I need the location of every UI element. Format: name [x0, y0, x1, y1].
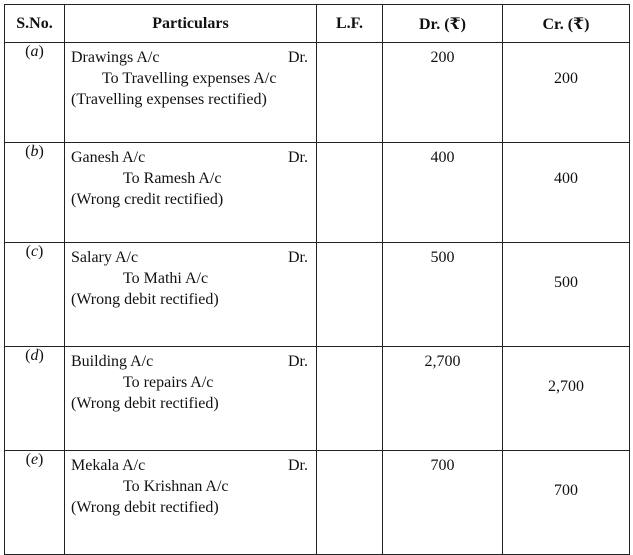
row-cr-amount: 700 — [503, 451, 630, 555]
row-particulars — [65, 143, 317, 243]
credit-account: To Krishnan A/c — [123, 478, 229, 495]
row-sno: (c) — [5, 243, 65, 347]
table-row — [5, 43, 630, 143]
row-cr-amount: 200 — [503, 43, 630, 143]
row-dr-amount: 200 — [383, 43, 503, 143]
table-row — [5, 143, 630, 243]
credit-account: To Travelling expenses A/c — [102, 70, 277, 87]
debit-account: Drawings A/c — [71, 49, 160, 66]
row-particulars — [65, 451, 317, 555]
row-dr-amount: 2,700 — [383, 347, 503, 451]
credit-account: To Ramesh A/c — [123, 170, 222, 187]
row-dr-amount: 700 — [383, 451, 503, 555]
table-row — [5, 243, 630, 347]
credit-account: To repairs A/c — [123, 374, 214, 391]
row-lf — [317, 347, 383, 451]
header-row — [5, 5, 630, 43]
dr-marker: Dr. — [288, 353, 308, 370]
row-sno: (e) — [5, 451, 65, 555]
row-cr-amount: 2,700 — [503, 347, 630, 451]
journal-entries-table — [4, 4, 630, 555]
header-lf: L.F. — [317, 5, 383, 43]
row-particulars — [65, 347, 317, 451]
dr-marker: Dr. — [288, 249, 308, 266]
row-cr-amount: 500 — [503, 243, 630, 347]
row-lf — [317, 143, 383, 243]
narration: (Travelling expenses rectified) — [71, 91, 267, 108]
debit-account: Mekala A/c — [71, 457, 146, 474]
table-row — [5, 451, 630, 555]
header-sno: S.No. — [5, 5, 65, 43]
narration: (Wrong debit rectified) — [71, 291, 219, 308]
credit-account: To Mathi A/c — [123, 270, 209, 287]
debit-account: Ganesh A/c — [71, 149, 146, 166]
narration: (Wrong debit rectified) — [71, 499, 219, 516]
header-cr: Cr. (₹) — [503, 5, 630, 43]
row-dr-amount: 500 — [383, 243, 503, 347]
dr-marker: Dr. — [288, 457, 308, 474]
dr-marker: Dr. — [288, 49, 308, 66]
debit-account: Building A/c — [71, 353, 154, 370]
debit-account: Salary A/c — [71, 249, 139, 266]
row-sno: (a) — [5, 43, 65, 143]
row-lf — [317, 43, 383, 143]
row-sno: (b) — [5, 143, 65, 243]
row-lf — [317, 243, 383, 347]
header-dr: Dr. (₹) — [383, 5, 503, 43]
dr-marker: Dr. — [288, 149, 308, 166]
row-cr-amount: 400 — [503, 143, 630, 243]
narration: (Wrong credit rectified) — [71, 191, 224, 208]
row-dr-amount: 400 — [383, 143, 503, 243]
row-particulars — [65, 243, 317, 347]
narration: (Wrong debit rectified) — [71, 395, 219, 412]
header-particulars: Particulars — [65, 5, 317, 43]
table-row — [5, 347, 630, 451]
row-particulars — [65, 43, 317, 143]
row-sno: (d) — [5, 347, 65, 451]
row-lf — [317, 451, 383, 555]
